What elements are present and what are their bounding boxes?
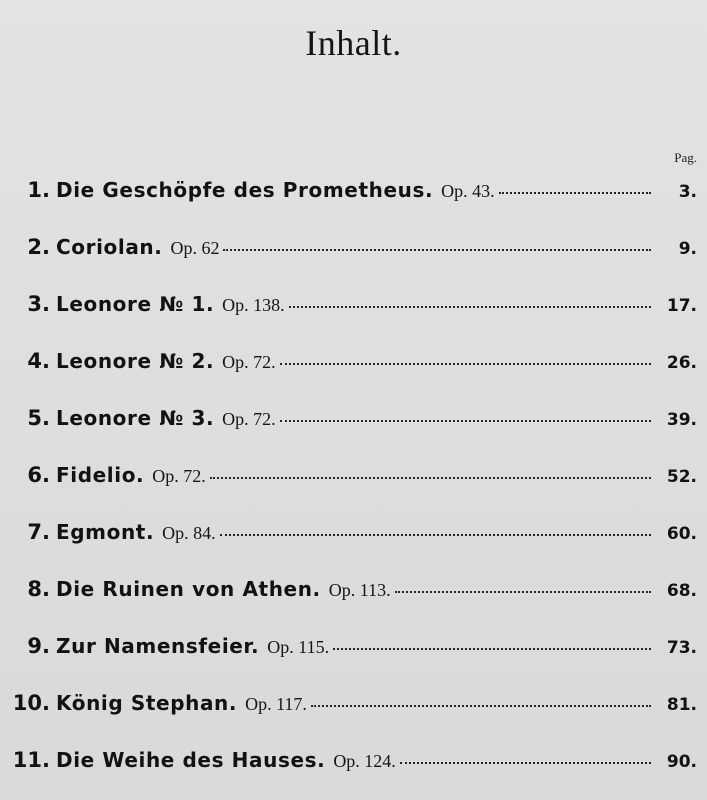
- entry-number: 2.: [27, 235, 50, 259]
- opus-number: Op. 84.: [162, 523, 216, 543]
- page-number: 17.: [666, 296, 697, 316]
- entry-main: [56, 292, 657, 316]
- dot-leader: [220, 530, 651, 536]
- page-column-label: Pag.: [674, 150, 697, 165]
- entry-main: [56, 634, 657, 658]
- page-number: 81.: [666, 695, 697, 715]
- page-number: 68.: [666, 581, 697, 601]
- page-number: 52.: [666, 467, 697, 487]
- work-title: Die Geschöpfe des Prometheus.: [56, 178, 434, 202]
- opus-number: Op. 117.: [245, 694, 307, 714]
- page-number: 9.: [678, 239, 697, 259]
- toc-entry: [0, 748, 707, 782]
- entry-main: [56, 349, 657, 373]
- dot-leader: [395, 587, 651, 593]
- work-title: Leonore № 1.: [56, 292, 215, 316]
- toc-entry: [0, 577, 707, 611]
- dot-leader: [210, 473, 651, 479]
- page-title: Inhalt.: [305, 23, 402, 63]
- opus-number: Op. 115.: [267, 637, 330, 657]
- entry-number: 9.: [27, 634, 50, 658]
- toc-entry: [0, 178, 707, 212]
- entry-number: 1.: [27, 178, 50, 202]
- entry-number: 10.: [12, 691, 50, 715]
- entry-main: [56, 406, 657, 430]
- dot-leader: [280, 416, 651, 422]
- entry-main: [56, 520, 657, 544]
- toc-entry: [0, 292, 707, 326]
- page-number: 26.: [666, 353, 697, 373]
- toc-entry: [0, 463, 707, 497]
- entry-main: [56, 748, 657, 772]
- work-title: Die Ruinen von Athen.: [56, 577, 321, 601]
- entry-number: 7.: [27, 520, 50, 544]
- toc-entry: [0, 349, 707, 383]
- entry-number: 3.: [27, 292, 50, 316]
- page-number: 60.: [666, 524, 697, 544]
- page-number: 90.: [666, 752, 697, 772]
- dot-leader: [223, 245, 651, 251]
- work-title: Coriolan.: [56, 235, 163, 259]
- entry-number: 4.: [27, 349, 50, 373]
- entry-number: 6.: [27, 463, 50, 487]
- work-title: Leonore № 2.: [56, 349, 215, 373]
- toc-entry: [0, 520, 707, 554]
- work-title: König Stephan.: [56, 691, 238, 715]
- opus-number: Op. 72.: [152, 466, 206, 486]
- entry-main: [56, 463, 657, 487]
- toc-entry: [0, 634, 707, 668]
- entry-number: 8.: [27, 577, 50, 601]
- page-number: 73.: [666, 638, 697, 658]
- opus-number: Op. 43.: [441, 181, 495, 201]
- dot-leader: [333, 644, 651, 650]
- dot-leader: [311, 701, 651, 707]
- page-number: 39.: [666, 410, 697, 430]
- dot-leader: [499, 188, 651, 194]
- entry-main: [56, 178, 657, 202]
- work-title: Die Weihe des Hauses.: [56, 748, 326, 772]
- opus-number: Op. 62: [170, 238, 220, 258]
- entry-main: [56, 235, 657, 259]
- entry-number: 11.: [12, 748, 50, 772]
- entry-main: [56, 577, 657, 601]
- toc-entry: [0, 406, 707, 440]
- toc-entry: [0, 235, 707, 269]
- dot-leader: [289, 302, 651, 308]
- opus-number: Op. 72.: [222, 352, 276, 372]
- work-title: Leonore № 3.: [56, 406, 215, 430]
- work-title: Egmont.: [56, 520, 155, 544]
- opus-number: Op. 113.: [328, 580, 391, 600]
- dot-leader: [400, 758, 651, 764]
- entry-main: [56, 691, 657, 715]
- entry-number: 5.: [27, 406, 50, 430]
- dot-leader: [280, 359, 651, 365]
- opus-number: Op. 138.: [222, 295, 285, 315]
- work-title: Fidelio.: [56, 463, 145, 487]
- toc-entry: [0, 691, 707, 725]
- opus-number: Op. 72.: [222, 409, 276, 429]
- opus-number: Op. 124.: [333, 751, 396, 771]
- page-number: 3.: [678, 182, 697, 202]
- work-title: Zur Namensfeier.: [56, 634, 260, 658]
